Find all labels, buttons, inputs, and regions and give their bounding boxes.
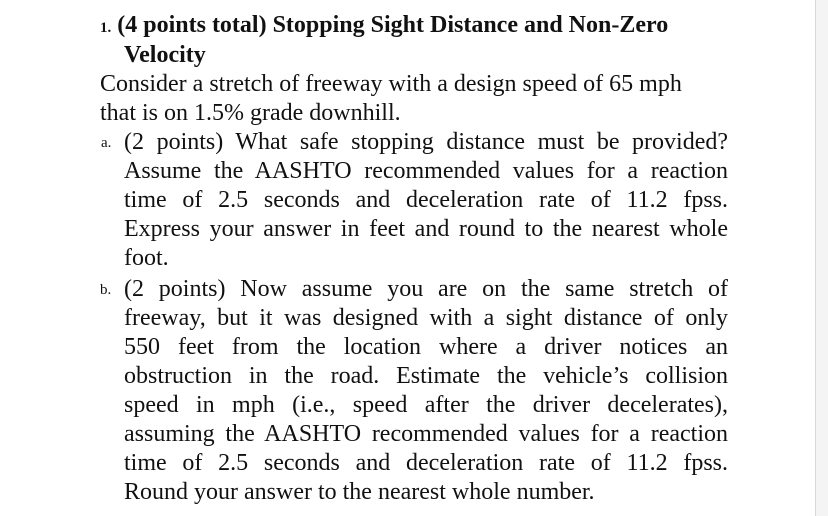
part-b-line: 550 feet from the location where a driver notices an bbox=[124, 334, 728, 360]
part-a-line: Express your answer in feet and round to the nearest whole bbox=[124, 216, 728, 242]
problem-number: 1. bbox=[100, 20, 112, 36]
part-b-line: (2 points) Now assume you are on the same stretch of bbox=[124, 276, 728, 302]
problem-intro-line-1: Consider a stretch of freeway with a design speed of 65 mph bbox=[100, 71, 682, 97]
part-a-line: (2 points) What safe stopping distance must be provided? bbox=[124, 129, 728, 155]
part-b-line: time of 2.5 seconds and deceleration rate of 11.2 fpss. bbox=[124, 450, 728, 476]
part-a-line: Assume the AASHTO recommended values for a reaction bbox=[124, 158, 728, 184]
problem-heading-line-1 bbox=[100, 11, 668, 43]
problem-title: (4 points total) Stopping Sight Distance and Non-Zero bbox=[117, 12, 669, 38]
problem-heading-line-2: Velocity bbox=[124, 42, 206, 68]
problem-intro-line-2: that is on 1.5% grade downhill. bbox=[100, 100, 401, 126]
part-b-line: freeway, but it was designed with a sight distance of only bbox=[124, 305, 728, 331]
part-b-line: speed in mph (i.e., speed after the driver decelerates), bbox=[124, 392, 728, 418]
part-b-line: assuming the AASHTO recommended values for a reaction bbox=[124, 421, 728, 447]
page-edge-divider bbox=[815, 0, 828, 516]
part-b-label: b. bbox=[100, 282, 112, 298]
part-a-line: time of 2.5 seconds and deceleration rate of 11.2 fpss. bbox=[124, 187, 728, 213]
part-a-label: a. bbox=[101, 135, 112, 151]
part-b-line: Round your answer to the nearest whole number. bbox=[124, 479, 595, 505]
part-b-line: obstruction in the road. Estimate the vehicle’s collision bbox=[124, 363, 728, 389]
part-a-line: foot. bbox=[124, 245, 169, 271]
